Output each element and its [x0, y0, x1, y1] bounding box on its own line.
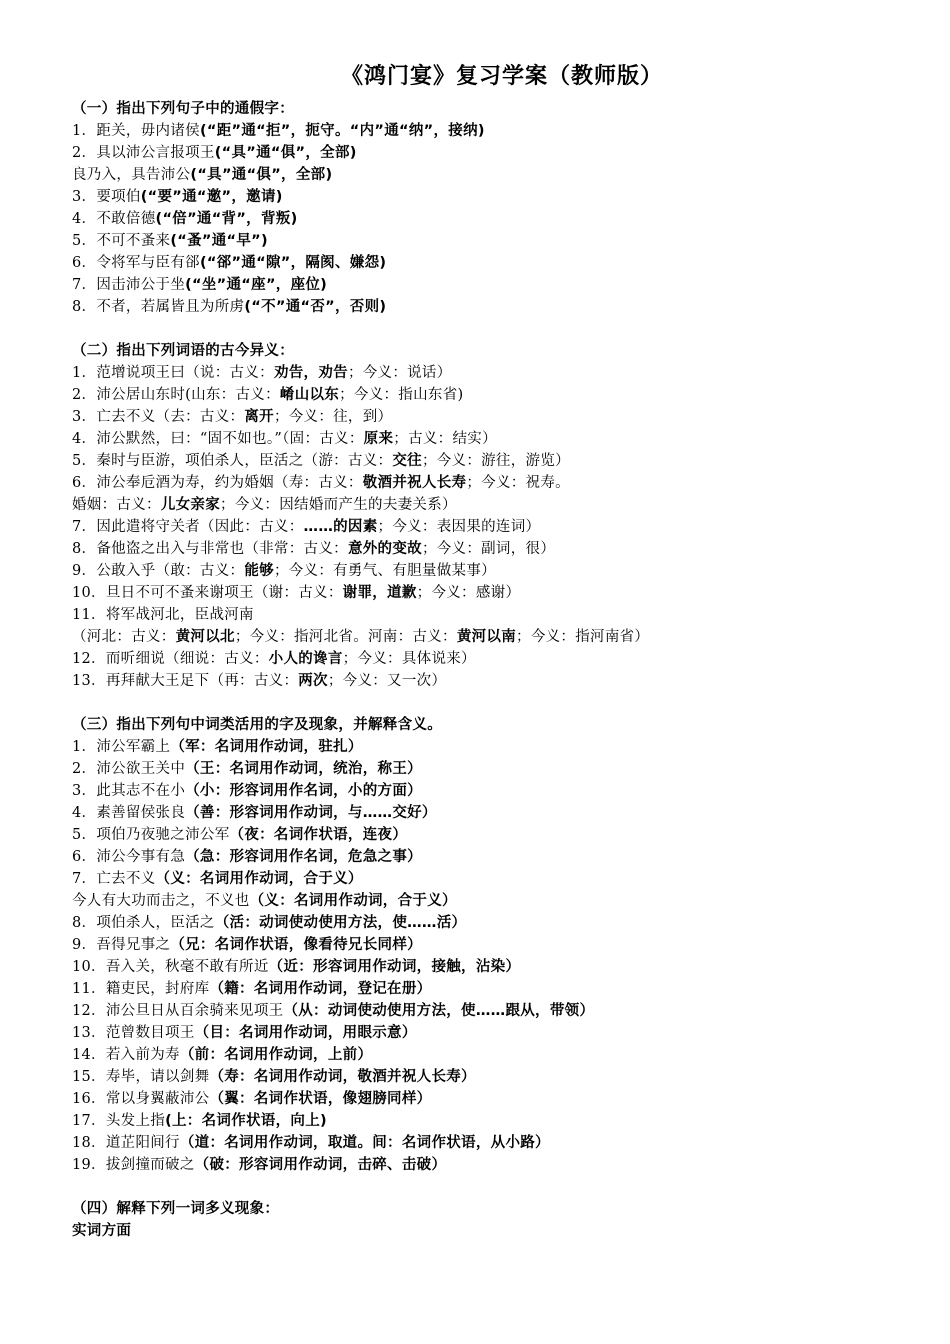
answer-text: (“郤”通“隙”，隔阂、嫌怨) [199, 255, 387, 271]
answer-text: 两次 [298, 673, 328, 689]
item-line [72, 604, 932, 626]
item-line [72, 186, 932, 208]
question-text: 5．秦时与臣游，项伯杀人，臣活之（游：古义： [72, 453, 393, 469]
question-text: ；今义：具体说来） [342, 651, 476, 667]
question-text: 7．亡去不义 [72, 871, 156, 887]
question-text: 5．项伯乃夜驰之沛公军 [72, 827, 230, 843]
question-text: 13．范曾数目项王 [72, 1025, 195, 1041]
question-text: 7．因此遣将守关者（因此：古义： [72, 519, 304, 535]
question-text: 婚姻：古义： [72, 497, 161, 513]
item-line [72, 780, 932, 802]
question-text: 1．沛公军霸上 [72, 739, 171, 755]
question-text: 5．不可不蚤来 [72, 233, 171, 249]
item-line [72, 582, 932, 604]
item-line [72, 1000, 932, 1022]
question-text: 1．范增说项王曰（说：古义： [72, 365, 274, 381]
question-text: 9．吾得兄事之 [72, 937, 171, 953]
item-line [72, 230, 932, 252]
question-text: 4．沛公默然，曰：“固不如也。”（固：古义： [72, 431, 364, 447]
answer-text: （近：形容词用作动词，接触，沾染） [268, 959, 521, 975]
item-line [72, 494, 932, 516]
question-text: 8．备他盗之出入与非常也（非常：古义： [72, 541, 348, 557]
item-line [72, 1220, 932, 1242]
item-line [72, 428, 932, 450]
item-line [72, 120, 932, 142]
question-text: 8．不者，若属皆且为所虏 [72, 299, 245, 315]
item-line [72, 890, 932, 912]
question-text: 19．拔剑撞而破之 [72, 1157, 195, 1173]
item-line [72, 450, 932, 472]
document-page [72, 62, 932, 1242]
question-text: 15．寿毕，请以剑舞 [72, 1069, 210, 1085]
section-heading: （三）指出下列句中词类活用的字及现象，并解释含义。 [72, 717, 442, 733]
question-text: ；今义：指山东省) [339, 387, 464, 403]
item-line [72, 802, 932, 824]
question-text: 11．籍吏民，封府库 [72, 981, 210, 997]
section-1 [72, 98, 932, 318]
item-line [72, 1022, 932, 1044]
answer-text: (“倍”通“背”，背叛) [155, 211, 298, 227]
item-line [72, 1154, 932, 1176]
question-text: 2．沛公居山东时(山东：古义： [72, 387, 280, 403]
answer-text: （兄：名词作状语，像看待兄长同样） [170, 937, 422, 953]
item-line [72, 1110, 932, 1132]
answer-text: 离开 [244, 409, 274, 425]
question-text: 3．此其志不在小 [72, 783, 186, 799]
question-text: 今人有大功而击之，不义也 [72, 893, 250, 909]
answer-text: 谢罪，道歉 [342, 585, 417, 601]
item-line [72, 384, 932, 406]
item-line [72, 1132, 932, 1154]
item-line [72, 978, 932, 1000]
question-text: ；今义：祝寿。 [466, 475, 570, 491]
answer-text: 原来 [363, 431, 394, 447]
document-body [72, 98, 932, 1242]
answer-text: 崤山以东 [279, 387, 340, 403]
answer-text: （小：形容词用作名词，小的方面） [185, 783, 422, 799]
answer-text: (“具”通“俱”，全部) [214, 145, 357, 161]
question-text: ；今义：副词，很） [421, 541, 556, 557]
question-text: 14．若入前为寿 [72, 1047, 180, 1063]
answer-text: (上：名词作状语，向上) [165, 1113, 327, 1129]
answer-text: （寿：名词用作动词，敬酒并祝人长寿） [209, 1069, 476, 1085]
answer-text: 儿女亲家 [160, 497, 221, 513]
item-line [72, 956, 932, 978]
item-line [72, 362, 932, 384]
question-text: 18．道芷阳间行 [72, 1135, 180, 1151]
question-text: 1．距关，毋内诸侯 [72, 123, 200, 139]
answer-text: (“蚤”通“早”) [170, 233, 268, 249]
question-text: ；今义：表因果的连词） [377, 519, 541, 535]
answer-text: 能够 [244, 563, 274, 579]
question-text: 6．沛公今事有急 [72, 849, 186, 865]
document-title: 《鸿门宴》复习学案（教师版） [340, 64, 663, 89]
item-line [72, 1044, 932, 1066]
answer-text: （籍：名词用作动词，登记在册） [209, 981, 432, 997]
item-line [72, 252, 932, 274]
answer-text: （翼：名词作状语，像翅膀同样） [209, 1091, 432, 1107]
question-text: ；今义：说话） [347, 365, 452, 381]
question-text: 12．而听细说（细说：古义： [72, 651, 269, 667]
item-line [72, 560, 932, 582]
answer-text: （活：动词使动使用方法，使……活） [214, 915, 467, 931]
answer-text: (“要”通“邀”，邀请) [140, 189, 283, 205]
item-line [72, 1088, 932, 1110]
question-text: 2．具以沛公言报项王 [72, 145, 215, 161]
question-text: 16．常以身翼蔽沛公 [72, 1091, 210, 1107]
answer-text: (“具”通“俱”，全部) [190, 167, 333, 183]
answer-text: (“距”通“拒”，扼守。“内”通“纳”，接纳) [199, 123, 485, 139]
item-line [72, 648, 932, 670]
question-text: ；今义：又一次） [327, 673, 447, 689]
answer-text: （破：形容词用作动词，击碎、击破） [194, 1157, 447, 1173]
section-spacer [72, 1176, 932, 1198]
answer-text: 交往 [392, 453, 422, 469]
answer-text: 意外的变故 [347, 541, 422, 557]
question-text: 7．因击沛公于坐 [72, 277, 186, 293]
answer-text: （王：名词用作动词，统治，称王） [185, 761, 422, 777]
answer-text: 黄河以南 [456, 629, 517, 645]
question-text: ；古义：结实） [393, 431, 497, 447]
question-text: ；今义：因结婚而产生的夫妻关系） [220, 497, 457, 513]
answer-text: （夜：名词作状语，连夜） [229, 827, 408, 843]
item-line [72, 274, 932, 296]
question-text: 3．亡去不义（去：古义： [72, 409, 245, 425]
item-line [72, 736, 932, 758]
question-text: ；今义：往，到） [273, 409, 393, 425]
item-line [72, 296, 932, 318]
answer-text: （义：名词用作动词，合于义） [249, 893, 457, 909]
answer-text: （军：名词用作动词，驻扎） [170, 739, 363, 755]
question-text: ；今义：指河南省） [516, 629, 650, 645]
item-line [72, 912, 932, 934]
answer-text: （从：动词使动使用方法，使……跟从，带领） [283, 1003, 595, 1019]
question-text: 12．沛公旦日从百余骑来见项王 [72, 1003, 284, 1019]
section-4 [72, 1198, 932, 1242]
question-text: ；今义：游往，游览） [421, 453, 570, 469]
answer-text: （善：形容词用作动词，与……交好） [185, 805, 437, 821]
question-text: 6．令将军与臣有郤 [72, 255, 200, 271]
question-text: 4．素善留侯张良 [72, 805, 186, 821]
question-text: 11．将军战河北，臣战河南 [72, 607, 254, 623]
question-text: （河北：古义： [72, 629, 176, 645]
question-text: 8．项伯杀人，臣活之 [72, 915, 215, 931]
item-line [72, 934, 932, 956]
section-2 [72, 340, 932, 692]
item-line [72, 142, 932, 164]
answer-text: 实词方面 [72, 1223, 132, 1239]
item-line [72, 472, 932, 494]
section-heading: （四）解释下列一词多义现象： [72, 1201, 280, 1217]
item-line [72, 868, 932, 890]
question-text: 17．头发上指 [72, 1113, 166, 1129]
question-text: 10．吾入关，秋毫不敢有所近 [72, 959, 269, 975]
answer-text: 黄河以北 [175, 629, 235, 645]
question-text: 良乃入，具告沛公 [72, 167, 191, 183]
section-spacer [72, 692, 932, 714]
item-line [72, 164, 932, 186]
question-text: 4．不敢倍德 [72, 211, 156, 227]
question-text: 2．沛公欲王关中 [72, 761, 186, 777]
section-heading: （一）指出下列句子中的通假字： [72, 101, 294, 117]
item-line [72, 1066, 932, 1088]
item-line [72, 208, 932, 230]
item-line [72, 406, 932, 428]
question-text: 3．要项伯 [72, 189, 141, 205]
answer-text: ……的因素 [303, 519, 378, 535]
answer-text: （道：名词用作动词，取道。间：名词作状语，从小路） [179, 1135, 550, 1151]
section-heading: （二）指出下列词语的古今异义： [72, 343, 294, 359]
answer-text: 敬酒并祝人长寿 [362, 475, 467, 491]
question-text: 6．沛公奉卮酒为寿，约为婚姻（寿：古义： [72, 475, 363, 491]
question-text: ；今义：有勇气、有胆量做某事） [273, 563, 496, 579]
answer-text: （急：形容词用作名词，危急之事） [185, 849, 422, 865]
answer-text: （目：名词用作动词，用眼示意） [194, 1025, 417, 1041]
section-spacer [72, 318, 932, 340]
item-line [72, 538, 932, 560]
answer-text: （义：名词用作动词，合于义） [155, 871, 363, 887]
answer-text: （前：名词用作动词，上前） [179, 1047, 373, 1063]
question-text: ；今义：指河北省。河南：古义： [234, 629, 457, 645]
item-line [72, 626, 932, 648]
item-line [72, 516, 932, 538]
question-text: 13．再拜献大王足下（再：古义： [72, 673, 299, 689]
answer-text: 小人的谗言 [268, 651, 343, 667]
question-text: 10．旦日不可不蚤来谢项王（谢：古义： [72, 585, 343, 601]
question-text: ；今义：感谢） [416, 585, 521, 601]
section-3 [72, 714, 932, 1176]
item-line [72, 670, 932, 692]
answer-text: (“坐”通“座”，座位) [185, 277, 328, 293]
item-line [72, 824, 932, 846]
question-text: 9．公敢入乎（敢：古义： [72, 563, 245, 579]
item-line [72, 758, 932, 780]
answer-text: (“不”通“否”，否则) [244, 299, 387, 315]
answer-text: 劝告，劝告 [273, 365, 348, 381]
item-line [72, 846, 932, 868]
